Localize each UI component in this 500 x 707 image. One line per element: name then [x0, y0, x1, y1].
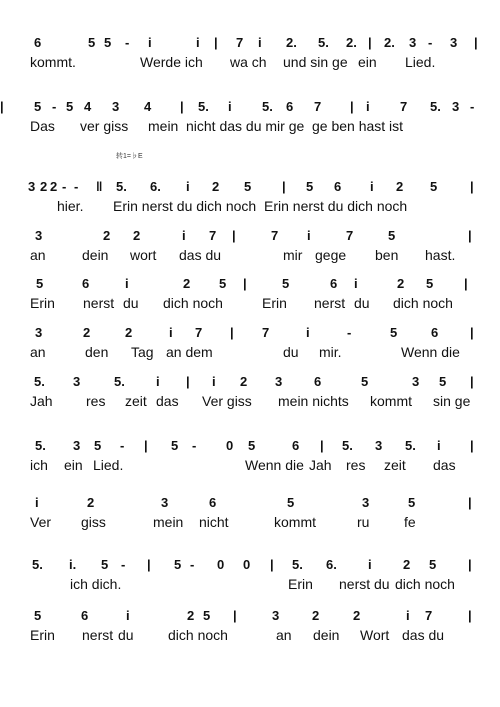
note-number: 0 [243, 557, 251, 572]
sustain-dash: - [347, 325, 352, 340]
lyric-word: Jah [30, 393, 53, 409]
music-system [0, 558, 500, 592]
note-number: 2 [83, 325, 91, 340]
note-number: 2. [384, 35, 395, 50]
note-number: 5 [174, 557, 182, 572]
lyric-word: ein [358, 54, 377, 70]
sustain-dash: - [121, 557, 126, 572]
note-number: 5 [287, 495, 295, 510]
lyric-word: ben [375, 247, 399, 263]
lyric-word: den [85, 344, 109, 360]
lyric-word: an dem [166, 344, 213, 360]
note-number: 6 [431, 325, 439, 340]
note-number: 3 [375, 438, 383, 453]
note-number: i [156, 374, 160, 389]
note-number: 5 [306, 179, 314, 194]
lyric-word: giss [81, 514, 106, 530]
bar-line: | [474, 35, 478, 50]
lyric-word: Erin [30, 295, 55, 311]
lyric-word: das du [402, 627, 445, 643]
note-number: i [169, 325, 173, 340]
note-number: 5 [244, 179, 252, 194]
note-number: i [437, 438, 441, 453]
note-number: 7 [209, 228, 217, 243]
bar-line: | [233, 608, 237, 623]
note-number: 5 [361, 374, 369, 389]
note-number: 5 [430, 179, 438, 194]
music-system [0, 609, 500, 643]
note-number: 5. [405, 438, 416, 453]
music-system [0, 496, 500, 530]
lyric-word: ru [357, 514, 370, 530]
bar-line: | [243, 276, 247, 291]
note-number: 3 [412, 374, 420, 389]
note-number: 3 [35, 325, 43, 340]
note-number: i [306, 325, 310, 340]
lyric-word: gege [315, 247, 347, 263]
note-number: i [126, 608, 130, 623]
lyric-word: Ver [30, 514, 52, 530]
lyric-word: dich noch [168, 627, 228, 643]
lyric-word: Wort [360, 627, 390, 643]
lyric-word: kommt [370, 393, 412, 409]
lyric-word: hast. [425, 247, 456, 263]
sustain-dash: - [74, 179, 79, 194]
note-number: 3 [452, 99, 460, 114]
note-number: 2 [396, 179, 404, 194]
lyric-word: wort [130, 247, 157, 263]
lyric-word: Wenn die [245, 457, 304, 473]
music-system [0, 36, 500, 70]
note-number: 3 [161, 495, 169, 510]
lyric-word: dein [313, 627, 340, 643]
note-number: 2. [346, 35, 357, 50]
bar-line: | [470, 438, 474, 453]
note-number: 7 [236, 35, 244, 50]
lyric-word: Werde ich [140, 54, 203, 70]
note-number: 6 [314, 374, 322, 389]
lyric-word: an [30, 344, 46, 360]
lyric-word: das [156, 393, 179, 409]
lyric-word: mir. [319, 344, 342, 360]
lyric-word: hier. [57, 198, 84, 214]
note-number: i [366, 99, 370, 114]
lyric-word: du [123, 295, 139, 311]
note-number: 2. [286, 35, 297, 50]
bar-line: | [147, 557, 151, 572]
music-system [0, 375, 500, 409]
note-number: i. [69, 557, 77, 572]
sustain-dash: - [428, 35, 433, 50]
note-number: 6 [34, 35, 42, 50]
note-number: i [196, 35, 200, 50]
note-number: 6. [150, 179, 161, 194]
bar-line: | [464, 276, 468, 291]
lyric-word: das [433, 457, 456, 473]
bar-line: | [468, 557, 472, 572]
note-number: 4 [144, 99, 152, 114]
note-number: i [354, 276, 358, 291]
lyric-word: ge ben hast ist [312, 118, 404, 134]
lyric-word: fe [404, 514, 416, 530]
bar-line: | [282, 179, 286, 194]
note-number: 2 [87, 495, 95, 510]
note-number: 2 [133, 228, 141, 243]
lyric-word: Erin nerst du dich noch [264, 198, 408, 214]
note-number: 6 [334, 179, 342, 194]
note-number: i [35, 495, 39, 510]
note-number: 5 [94, 438, 102, 453]
lyric-word: das du [179, 247, 222, 263]
note-number: 2 [312, 608, 320, 623]
music-system [0, 229, 500, 263]
bar-line: | [230, 325, 234, 340]
note-number: 2 [403, 557, 411, 572]
sustain-dash: - [192, 438, 197, 453]
note-number: 7 [346, 228, 354, 243]
lyric-word: res [86, 393, 106, 409]
key-change-label: 转1=♭E [116, 153, 143, 160]
sustain-dash: - [62, 179, 67, 194]
note-number: 2 [240, 374, 248, 389]
note-number: i [148, 35, 152, 50]
note-number: 5 [408, 495, 416, 510]
lyric-word: ich dich. [70, 576, 122, 592]
bar-line: | [320, 438, 324, 453]
lyric-word: Erin [30, 627, 55, 643]
note-number: 7 [271, 228, 279, 243]
note-number: 2 [212, 179, 220, 194]
music-system [0, 277, 500, 311]
note-number: 5 [36, 276, 44, 291]
note-number: i [258, 35, 262, 50]
lyric-word: sin ge [433, 393, 471, 409]
note-number: 5 [282, 276, 290, 291]
lyric-word: Das [30, 118, 55, 134]
note-number: 7 [262, 325, 270, 340]
note-number: 3 [275, 374, 283, 389]
note-number: 2 [125, 325, 133, 340]
bar-line: | [368, 35, 372, 50]
note-number: i [182, 228, 186, 243]
bar-line: | [470, 325, 474, 340]
lyric-word: zeit [384, 457, 406, 473]
note-number: 5 [439, 374, 447, 389]
lyric-word: zeit [125, 393, 147, 409]
sustain-dash: - [125, 35, 130, 50]
note-number: 5 [388, 228, 396, 243]
note-number: 0 [217, 557, 225, 572]
note-number: i [370, 179, 374, 194]
lyric-word: an [276, 627, 292, 643]
note-number: 5. [292, 557, 303, 572]
lyric-word: mir [283, 247, 303, 263]
bar-line: ‖ [96, 179, 103, 194]
note-number: i [186, 179, 190, 194]
lyric-word: an [30, 247, 46, 263]
music-system [0, 326, 500, 360]
note-number: 5. [198, 99, 209, 114]
lyric-word: und sin ge [283, 54, 348, 70]
note-number: 5 [34, 99, 42, 114]
note-number: 2 [353, 608, 361, 623]
bar-line: | [180, 99, 184, 114]
note-number: i [307, 228, 311, 243]
note-number: i [212, 374, 216, 389]
note-number: 6 [81, 608, 89, 623]
bar-line: | [470, 374, 474, 389]
bar-line: | [468, 495, 472, 510]
note-number: 3 [73, 374, 81, 389]
lyric-word: du [118, 627, 134, 643]
note-number: 6 [330, 276, 338, 291]
bar-line: | [270, 557, 274, 572]
music-system [0, 180, 500, 214]
note-number: 3 [450, 35, 458, 50]
note-number: 5 [426, 276, 434, 291]
lyric-word: mein [153, 514, 184, 530]
lyric-word: nerst [314, 295, 346, 311]
note-number: 3 [272, 608, 280, 623]
bar-line: | [468, 228, 472, 243]
note-number: 5 [66, 99, 74, 114]
sustain-dash: - [470, 99, 475, 114]
lyric-word: nerst [82, 627, 114, 643]
note-number: 5. [32, 557, 43, 572]
note-number: 3 [73, 438, 81, 453]
sustain-dash: - [190, 557, 195, 572]
lyric-word: du [354, 295, 370, 311]
bar-line: | [0, 99, 4, 114]
lyric-word: Erin [262, 295, 287, 311]
note-number: 2 [187, 608, 195, 623]
note-number: 2 [50, 179, 58, 194]
note-number: i [406, 608, 410, 623]
lyric-word: Lied. [93, 457, 124, 473]
note-number: 5. [34, 374, 45, 389]
note-number: 4 [84, 99, 92, 114]
note-number: 5 [34, 608, 42, 623]
note-number: 5 [390, 325, 398, 340]
note-number: 5. [262, 99, 273, 114]
bar-line: | [470, 179, 474, 194]
bar-line: | [186, 374, 190, 389]
note-number: 6 [82, 276, 90, 291]
note-number: 5. [116, 179, 127, 194]
note-number: 5 [101, 557, 109, 572]
note-number: 3 [409, 35, 417, 50]
note-number: 5 [429, 557, 437, 572]
lyric-word: kommt. [30, 54, 76, 70]
note-number: 3 [362, 495, 370, 510]
note-number: i [228, 99, 232, 114]
note-number: 5. [114, 374, 125, 389]
note-number: 3 [35, 228, 43, 243]
bar-line: | [350, 99, 354, 114]
note-number: 3 [112, 99, 120, 114]
note-number: 2 [103, 228, 111, 243]
note-number: 7 [400, 99, 408, 114]
lyric-word: Jah [309, 457, 332, 473]
note-number: i [125, 276, 129, 291]
lyric-word: Lied. [405, 54, 436, 70]
lyric-word: Ver giss [202, 393, 252, 409]
note-number: 6 [286, 99, 294, 114]
music-system [0, 439, 500, 473]
note-number: 0 [226, 438, 234, 453]
note-number: 5 [88, 35, 96, 50]
bar-line: | [468, 608, 472, 623]
lyric-word: Tag [131, 344, 154, 360]
note-number: 5. [342, 438, 353, 453]
lyric-word: ich [30, 457, 48, 473]
bar-line: | [214, 35, 218, 50]
note-number: 6 [292, 438, 300, 453]
lyric-word: du [283, 344, 299, 360]
lyric-word: dich noch [163, 295, 223, 311]
note-number: 7 [195, 325, 203, 340]
lyric-word: nerst [83, 295, 115, 311]
sustain-dash: - [120, 438, 125, 453]
lyric-word: dich noch [393, 295, 453, 311]
lyric-word: nicht das du mir ge [186, 118, 305, 134]
note-number: 7 [425, 608, 433, 623]
note-number: 7 [314, 99, 322, 114]
note-number: 5 [104, 35, 112, 50]
lyric-word: Erin [288, 576, 313, 592]
sustain-dash: - [52, 99, 57, 114]
note-number: 6 [209, 495, 217, 510]
lyric-word: Erin nerst du dich noch [113, 198, 257, 214]
note-number: 6. [326, 557, 337, 572]
note-number: 5. [318, 35, 329, 50]
note-number: 5 [203, 608, 211, 623]
note-number: 2 [40, 179, 48, 194]
note-number: i [368, 557, 372, 572]
lyric-word: dich noch [395, 576, 455, 592]
music-system [0, 100, 500, 134]
note-number: 3 [28, 179, 36, 194]
note-number: 5 [171, 438, 179, 453]
note-number: 5 [219, 276, 227, 291]
lyric-word: ein [64, 457, 83, 473]
note-number: 5. [430, 99, 441, 114]
note-number: 5 [248, 438, 256, 453]
lyric-word: nerst du [339, 576, 390, 592]
note-number: 2 [397, 276, 405, 291]
bar-line: | [144, 438, 148, 453]
lyric-word: res [346, 457, 366, 473]
lyric-word: dein [82, 247, 109, 263]
note-number: 5. [35, 438, 46, 453]
lyric-word: ver giss [80, 118, 129, 134]
lyric-word: mein nichts [278, 393, 349, 409]
lyric-word: Wenn die [401, 344, 460, 360]
lyric-word: mein [148, 118, 179, 134]
lyric-word: kommt [274, 514, 316, 530]
bar-line: | [232, 228, 236, 243]
note-number: 2 [183, 276, 191, 291]
lyric-word: nicht [199, 514, 229, 530]
lyric-word: wa ch [230, 54, 267, 70]
